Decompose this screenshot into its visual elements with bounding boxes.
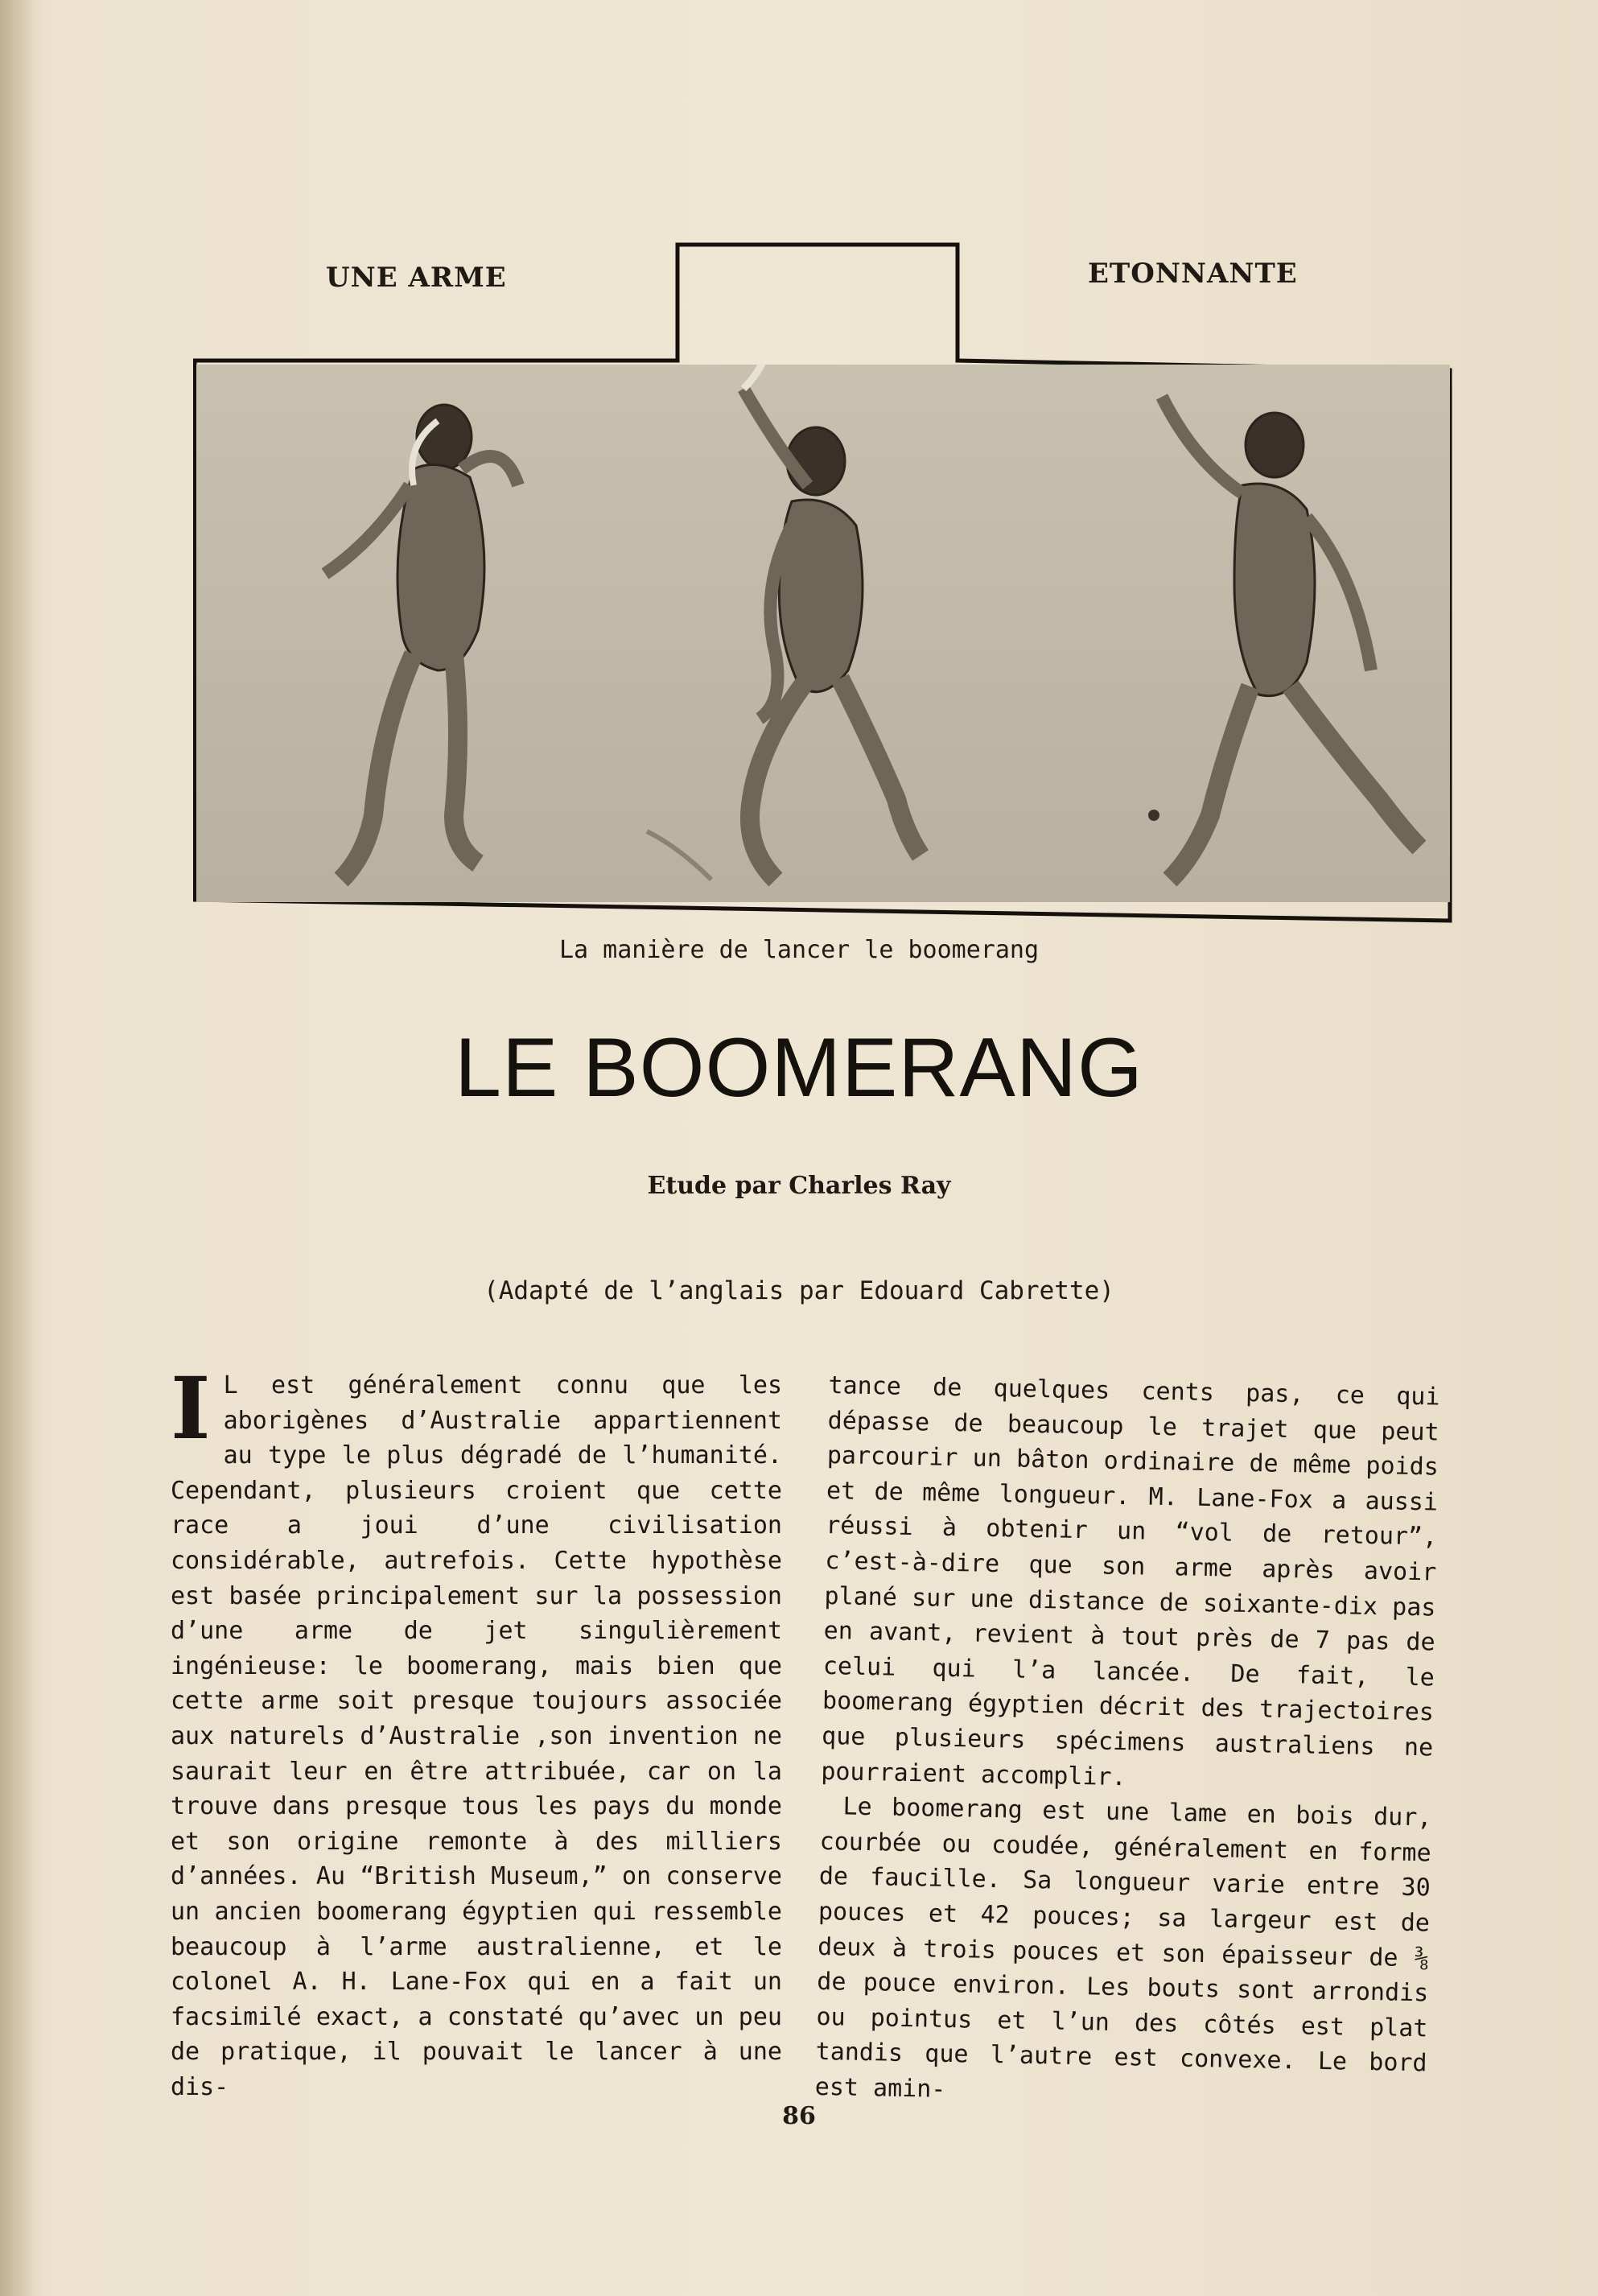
drop-cap: I <box>171 1358 211 1458</box>
left-column-text: L est généralement connu que les aborigènes d’Australie appartiennent au type le plus dégradé de l’humanité. Cependant, plusieurs croient que cette race a joui d’une civilisation considérable, autrefois. Cette hypothèse est basée principalement sur la possession d’une arme de jet singulièrement ingénieuse: le boomerang, mais bien que cette arme soit presque toujours associée aux naturels d’Australie ,son invention ne saurait leur en être attribuée, car on la trouve dans presque tous les pays du monde et son origine remonte à des milliers d’années. Au “British Museum,” on conserve un ancien boomerang égyptien qui ressemble beaucoup à l’arme australienne, et le colonel A. H. Lane-Fox qui en a fait un facsimilé exact, a constaté qu’avec un peu de pratique, il pouvait le lancer à une dis- <box>171 1371 782 2101</box>
right-column-paragraph-1: tance de quelques cents pas, ce qui dépasse de beaucoup le trajet que peut parcourir un bâton ordinaire de même poids et de même longueur. M. Lane-Fox a aussi réussi à obtenir un “vol de retour”, c’est-à-dire que son arme après avoir plané sur une distance de soixante-dix pas en avant, revient à tout près de 7 pas de celui qui l’a lancée. De fait, le boomerang égyptien décrit des trajectoires que plusieurs spécimens australiens ne pourraient accomplir. <box>821 1371 1440 1791</box>
page-number: 86 <box>782 2102 816 2130</box>
header-right-label: ETONNANTE <box>1088 258 1298 290</box>
article-byline: Etude par Charles Ray <box>647 1172 951 1200</box>
right-column <box>814 1368 1439 2117</box>
header-left-label: UNE ARME <box>326 262 507 294</box>
book-spine-shadow <box>0 0 32 2296</box>
article-title: LE BOOMERANG <box>455 1021 1143 1115</box>
right-column-paragraph-2: Le boomerang est une lame en bois dur, courbée ou coudée, généralement en forme de faucille. Sa longueur varie entre 30 pouces et 42 pouces; sa largeur est de deux à trois pouces et son épaisseur de ⅜ de pouce environ. Les bouts sont arrondis ou pointus et l’un des côtés est plat tandis que l’autre est convexe. Le bord est amin- <box>814 1792 1432 2104</box>
left-column-paragraph <box>171 1358 782 2104</box>
left-column <box>171 1358 782 2104</box>
boomerang-throwers-illustration <box>196 365 1450 902</box>
figure-caption: La manière de lancer le boomerang <box>558 936 1040 964</box>
article-adaptation-note: (Adapté de l’anglais par Edouard Cabrette) <box>484 1276 1114 1305</box>
